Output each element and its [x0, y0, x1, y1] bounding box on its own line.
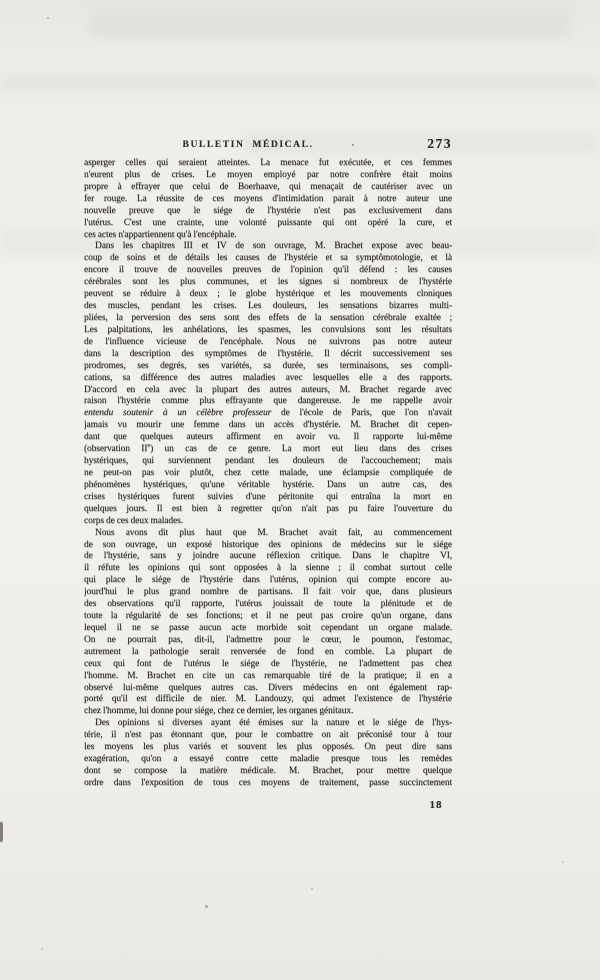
text-line: il réfute les opinions qui sont opposées à la sienne ; il combat surtout celle [84, 563, 452, 574]
text-line: autrement la pathologie serait renversée de fond en comble. La plupart de [84, 646, 452, 657]
scan-smudge [0, 74, 600, 92]
text-line: Des opinions si diverses ayant été émises sur la nature et le siége de l'hys- [95, 718, 452, 729]
text-line: D'accord en cela avec la plupart des autres auteurs, M. Brachet regarde avec [84, 384, 452, 395]
text-line: quelques jours. Il est bien à regretter qu'on n'ait pas pu faire l'ouverture du [84, 503, 452, 514]
text-line: prodromes, ses degrés, ses variétés, sa durée, ses terminaisons, ses compli- [84, 360, 452, 371]
text-line: hystériques, qui surviennent pendant les douleurs de l'accouchement; mais [84, 456, 452, 467]
text-line: encore il trouve de nouvelles preuves de l'opinion qu'il défend : les causes [84, 265, 452, 276]
paragraph [84, 718, 452, 790]
text-line: térie, il n'est pas étonnant que, pour le combattre on ait préconisé tour à tour [84, 730, 452, 741]
text-line: peuvent se réduire à deux ; le globe hystérique et les mouvements cloniques [84, 289, 452, 300]
text-line: Nous avons dit plus haut que M. Brachet avait fait, au commencement [95, 527, 452, 538]
dust-speck [41, 948, 43, 950]
text-line: raison l'hystérie comme plus effrayante que dangereuse. Je me rappelle avoir [84, 396, 452, 407]
text-line: ordre dans l'exposition de tous ces moyens de traitement, passe succinctement [84, 777, 452, 788]
text-line: qui place le siége de l'hystérie dans l'utérus, opinion qui compte encore au- [84, 575, 452, 586]
signature-mark: 18 [429, 799, 443, 811]
text-line: propre à effrayer que celui de Boerhaave, qui menaçait de cautériser avec un [84, 181, 452, 192]
journal-title: BULLETIN MÉDICAL. [182, 140, 314, 150]
text-line: crises hystériques furent suivies d'une péritonite qui entraîna la mort en [84, 491, 452, 502]
text-line: coup de soins et de détails les causes de l'hystérie et sa symptômotologie, et là [84, 253, 452, 264]
text-line: de l'influence vicieuse de l'encéphale. Nous ne suivrons pas notre auteur [84, 336, 452, 347]
text-line: les moyens les plus variés et souvent les plus opposés. On peut dire sans [84, 742, 452, 753]
text-line: l'utérus. C'est une crainte, une volonté puissante qui ont opéré la cure, et [84, 217, 452, 228]
text-line: ces actes n'appartiennent qu'à l'encéphale. [84, 229, 237, 240]
text-line: de l'hystérie, sans y joindre aucune réflexion critique. Dans le chapitre VI, [84, 551, 452, 562]
text-line: entendu soutenir à un célèbre professeur de l'école de Paris, que l'on n'avait [84, 408, 452, 419]
text-line: n'eurent plus de crises. Le moyen employé par notre confrère était moins [84, 169, 452, 180]
dust-speck [47, 17, 49, 19]
text-line: des observations qu'il rapporte, l'utérus jouissait de toute la plénitude et de [84, 599, 452, 610]
text-line: jourd'hui le plus grand nombre de partisans. Il fait voir que, dans plusieurs [84, 587, 452, 598]
text-line: phénomènes hystériques, qu'une véritable hystérie. Dans un autre cas, des [84, 479, 452, 490]
text-line: Les palpitations, les anhélations, les spasmes, les convulsions sont les résultats [84, 324, 452, 335]
text-line: ceux qui font de l'utérus le siége de l'hystérie, ne l'admettent pas chez [84, 658, 452, 669]
running-header [84, 136, 452, 154]
text-line: On ne pourrait pas, dit-il, l'admettre pour le cœur, le poumon, l'estomac, [84, 634, 452, 645]
scan-smudge [90, 12, 570, 38]
text-line: pliées, la perversion des sens sont des effets de la sensation cérébrale exaltée ; [84, 312, 452, 323]
text-line: des muscles, pendant les crises. Les douleurs, les sensations bizarres multi- [84, 301, 452, 312]
paragraph [84, 241, 452, 527]
text-line: toute la régularité de ses fonctions; et il ne peut pas croire qu'un organe, dans [84, 611, 452, 622]
text-line: l'homme. M. Brachet en cite un cas remarquable tiré de la pratique; il en a [84, 670, 452, 681]
text-line: dont se compose la matière médicale. M. Brachet, pour mettre quelque [84, 766, 452, 777]
text-line: nouvelle preuve que le siége de l'hystérie n'est pas exclusivement dans [84, 205, 452, 216]
text-line: asperger celles qui seraient atteintes. La menace fut exécutée, et ces femmes [84, 158, 452, 168]
text-line: cations, sa différence des autres maladies avec lesquelles elle a des rapports. [84, 372, 452, 383]
dust-speck [562, 861, 564, 863]
dust-speck [205, 905, 208, 908]
text-line: dans la description des symptômes de l'hystérie. Il décrit successivement ses [84, 348, 452, 359]
text-line: dant que quelques auteurs affirment en avoir vu. Il rapporte lui-même [84, 432, 452, 443]
text-line: porté qu'il est difficile de nier. M. Landouzy, qui admet l'existence de l'hystérie [84, 694, 452, 705]
text-line: exagération, qu'on a essayé contre cette maladie presque tous les remèdes [84, 754, 452, 765]
text-line: cérébrales sont les plus communes, et les signes si nombreux de l'hystérie [84, 277, 452, 288]
dust-speck [311, 888, 313, 890]
paragraph [84, 158, 452, 241]
text-line: fer rouge. La réussite de ces moyens d'intimidation parait à notre auteur une [84, 193, 452, 204]
text-line: Dans les chapitres III et IV de son ouvrage, M. Brachet expose avec beau- [95, 241, 452, 252]
text-line: (observation IIe) un cas de ce genre. La mort eut lieu dans des crises [84, 444, 452, 455]
text-line: de son ouvrage, un exposé historique des opinions de médecins sur le siége [84, 539, 452, 550]
text-line: observé lui-même quelques autres cas. Divers médecins en ont également rap- [84, 682, 452, 693]
text-block [84, 158, 452, 790]
scan-edge-mark [0, 822, 3, 842]
paragraph [84, 528, 452, 719]
text-line: chez l'homme, lui donne pour siége, chez ce dernier, les organes génitaux. [84, 706, 354, 717]
text-line: corps de ces deux malades. [84, 515, 183, 526]
text-line: jamais vu mourir une femme dans un accès d'hystérie. M. Brachet dit cepen- [84, 420, 452, 431]
page-number: 273 [427, 136, 452, 151]
text-line: ne peut-on pas voir plutôt, chez cette malade, une éclampsie compliquée de [84, 467, 452, 478]
text-line: lequel il ne se passe aucun acte morbide soit cependant un organe malade. [84, 622, 452, 633]
